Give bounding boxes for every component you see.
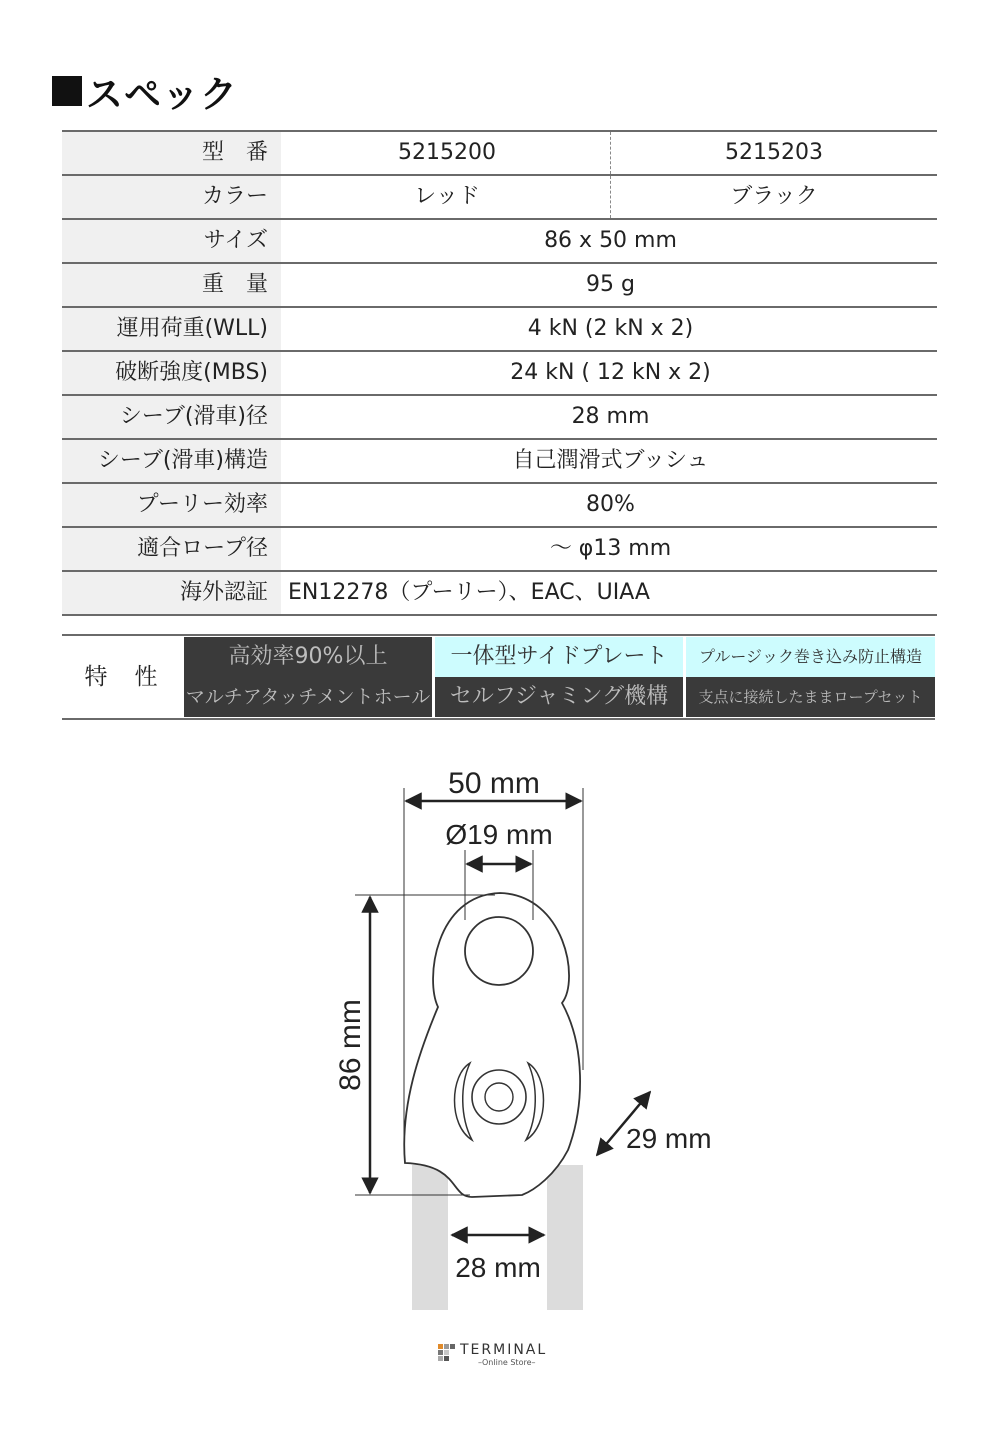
- feature-cell: マルチアタッチメントホール: [184, 677, 432, 717]
- spec-label: プーリー効率: [62, 484, 281, 526]
- spec-row-mbs: [62, 352, 937, 396]
- spec-label: 型 番: [62, 132, 281, 174]
- height-label: 86 mm: [334, 999, 367, 1091]
- page-title-text: スペック: [86, 73, 238, 116]
- spec-label: シーブ(滑車)径: [62, 396, 281, 438]
- spec-row-size: [62, 220, 937, 264]
- spec-value: 80%: [586, 492, 635, 517]
- rope-right: [547, 1165, 583, 1310]
- spec-value: 5215200: [284, 132, 611, 174]
- logo-name: TERMINAL: [460, 1342, 548, 1358]
- spec-label: 運用荷重(WLL): [62, 308, 281, 350]
- features-label: 特 性: [62, 636, 182, 718]
- rope-label: 29 mm: [626, 1123, 712, 1154]
- spec-label: 適合ロープ径: [62, 528, 281, 570]
- spec-value: EN12278（プーリー）、EAC、UIAA: [288, 580, 650, 605]
- spec-row-certification: [62, 572, 937, 616]
- feature-cell: プルージック巻き込み防止構造: [686, 637, 935, 677]
- logo-subtitle: –Online Store–: [478, 1358, 536, 1367]
- feature-cell: 支点に接続したままロープセット: [686, 677, 935, 717]
- spec-table: [62, 130, 937, 616]
- square-bullet-icon: [52, 76, 82, 106]
- sheave-axle: [485, 1083, 513, 1111]
- width-label: 50 mm: [448, 767, 540, 800]
- spec-label: サイズ: [62, 220, 281, 262]
- spec-label: カラー: [62, 176, 281, 218]
- page-title: [52, 64, 238, 118]
- logo-mark-icon: [438, 1344, 458, 1364]
- sheave-label: 28 mm: [455, 1252, 541, 1283]
- spec-value: 4 kN (2 kN x 2): [527, 316, 694, 341]
- spec-value: ～ φ13 mm: [549, 536, 672, 561]
- spec-label: シーブ(滑車)構造: [62, 440, 281, 482]
- spec-row-wll: [62, 308, 937, 352]
- spec-value: 95 g: [586, 272, 635, 297]
- spec-row-sheave-diameter: [62, 396, 937, 440]
- spec-value: 自己潤滑式ブッシュ: [512, 448, 709, 473]
- spec-row-rope-diameter: [62, 528, 937, 572]
- spec-value: 24 kN ( 12 kN x 2): [510, 360, 711, 385]
- spec-row-weight: [62, 264, 937, 308]
- attachment-hole: [465, 917, 533, 985]
- hole-label: Ø19 mm: [445, 819, 553, 850]
- spec-value: 86 x 50 mm: [544, 228, 677, 253]
- spec-label: 破断強度(MBS): [62, 352, 281, 394]
- spec-label: 海外認証: [62, 572, 281, 614]
- terminal-logo: [438, 1342, 568, 1368]
- spec-row-model: [62, 132, 937, 176]
- pulley-dimension-diagram: [300, 745, 760, 1325]
- spec-value: レッド: [284, 176, 611, 218]
- spec-value: 28 mm: [571, 404, 650, 429]
- spec-label: 重 量: [62, 264, 281, 306]
- feature-cell: 高効率90%以上: [184, 637, 432, 677]
- spec-row-color: [62, 176, 937, 220]
- spec-row-efficiency: [62, 484, 937, 528]
- features-table: [62, 634, 935, 720]
- spec-row-sheave-structure: [62, 440, 937, 484]
- feature-cell: 一体型サイドプレート: [435, 637, 683, 677]
- spec-value: ブラック: [730, 184, 818, 209]
- spec-value: 5215203: [725, 140, 823, 165]
- feature-cell: セルフジャミング機構: [435, 677, 683, 717]
- rope-left: [412, 1165, 448, 1310]
